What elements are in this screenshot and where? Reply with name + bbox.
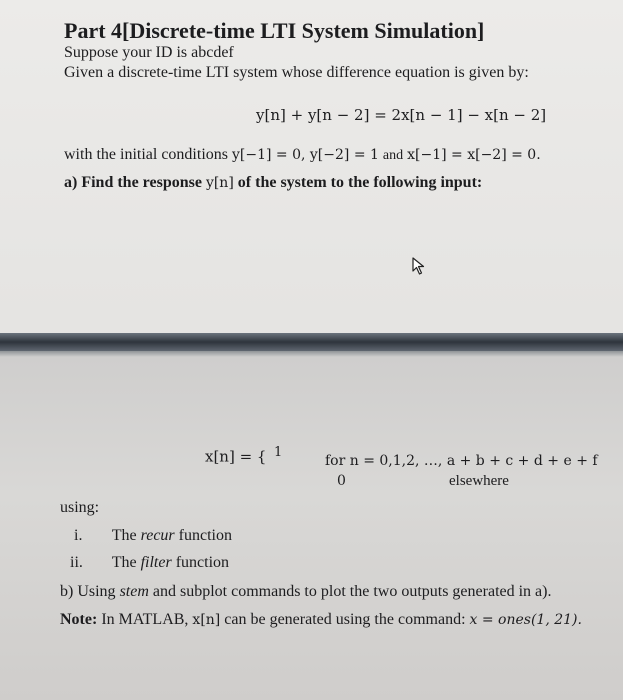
note-command: x = ones(1, 21). bbox=[469, 612, 582, 628]
method-num: ii. bbox=[70, 554, 83, 571]
ic-y-values: y[−1] = 0, y[−2] = 1 bbox=[231, 147, 379, 163]
method-text-after: function bbox=[178, 527, 232, 544]
input-lhs: x[n] = { bbox=[205, 447, 267, 466]
part-a-text: Find the response bbox=[81, 174, 202, 191]
part-a-label: a) bbox=[64, 174, 78, 191]
input-definition bbox=[205, 447, 266, 465]
case1-value: 1 bbox=[274, 445, 283, 460]
case1-condition: for n = 0,1,2, …, a + b + c + d + e + f bbox=[325, 453, 598, 469]
document-page-lower bbox=[0, 357, 623, 700]
given-line: Given a discrete-time LTI system whose difference equation is given by: bbox=[64, 64, 529, 81]
page-title: Part 4[Discrete-time LTI System Simulation] bbox=[64, 18, 485, 43]
initial-conditions-line bbox=[64, 146, 541, 164]
id-line: Suppose your ID is abcdef bbox=[64, 44, 234, 61]
part-b-text: Using bbox=[77, 583, 116, 600]
photo-divider-dark bbox=[0, 333, 623, 351]
part-b-line bbox=[60, 583, 551, 601]
note-line bbox=[60, 611, 582, 629]
method-text-after: function bbox=[175, 554, 230, 571]
part-a-line bbox=[64, 174, 482, 192]
part-a-symbol: y[n] bbox=[205, 175, 234, 191]
note-text-middle: can be generated using the command: bbox=[224, 611, 466, 628]
mouse-pointer-icon bbox=[411, 256, 427, 276]
note-label: Note: bbox=[60, 611, 98, 628]
using-label: using: bbox=[60, 499, 100, 516]
method-text: The bbox=[111, 554, 137, 571]
note-symbol: x[n] bbox=[192, 612, 221, 628]
part-a-text-after: of the system to the following input: bbox=[237, 174, 483, 191]
method-func: recur bbox=[140, 527, 175, 544]
case2-value: 0 bbox=[337, 473, 346, 489]
method-item-recur bbox=[74, 527, 232, 545]
method-text: The bbox=[111, 527, 137, 544]
case2-condition: elsewhere bbox=[449, 473, 509, 489]
method-num: i. bbox=[74, 527, 83, 544]
ic-and: and bbox=[382, 148, 404, 163]
ic-prefix: with the initial conditions bbox=[64, 146, 228, 163]
method-func: filter bbox=[140, 554, 172, 571]
part-b-stem: stem bbox=[119, 583, 149, 600]
part-b-text-after: and subplot commands to plot the two outputs generated in a). bbox=[152, 583, 552, 600]
ic-x-values: x[−1] = x[−2] = 0. bbox=[407, 147, 541, 163]
difference-equation: y[n] + y[n − 2] = 2x[n − 1] − x[n − 2] bbox=[256, 106, 547, 124]
note-text: In MATLAB, bbox=[101, 611, 189, 628]
part-b-label: b) bbox=[60, 583, 74, 600]
method-item-filter bbox=[70, 554, 229, 572]
